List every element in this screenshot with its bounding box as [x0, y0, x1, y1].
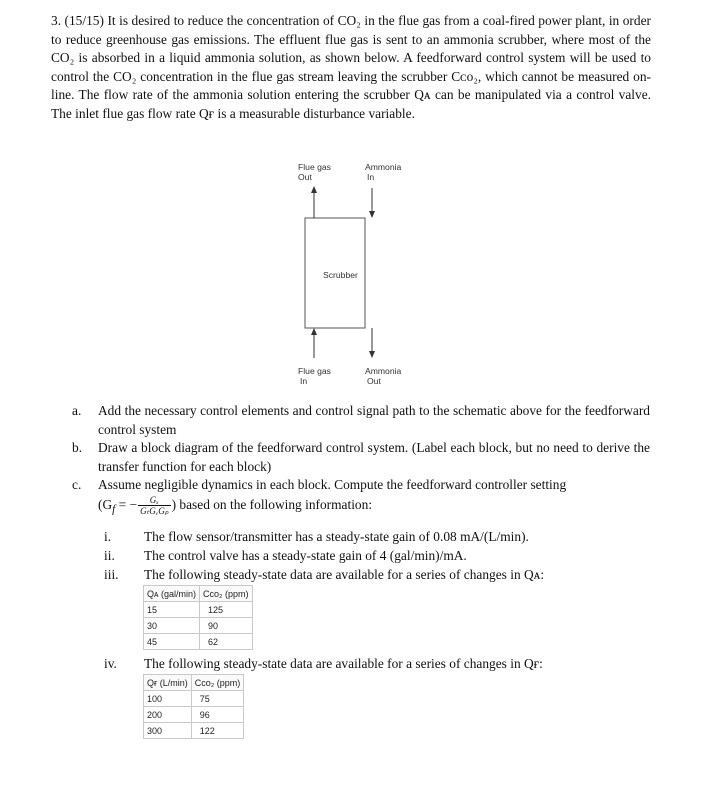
table-cell: 75	[191, 691, 244, 707]
table-row	[144, 691, 244, 707]
table-row	[144, 618, 253, 634]
subitem-ii-marker: ii.	[104, 548, 115, 563]
item-c	[72, 476, 650, 518]
table-cell: 90	[199, 618, 252, 634]
item-c-text	[98, 476, 650, 518]
column-header-cco2: Cᴄᴏ₂ (ppm)	[199, 586, 252, 602]
table-qa	[143, 585, 253, 650]
question-list	[72, 402, 650, 519]
ammonia-in-label	[365, 162, 401, 182]
subitem-iii-marker: iii.	[104, 567, 119, 582]
formula-lhs: (G	[98, 496, 113, 512]
subitem-ii-text: The control valve has a steady-state gain of 4 (gal/min)/mA.	[144, 548, 467, 563]
subitem-iii	[104, 566, 650, 584]
flue-gas-out-label-line1: Flue gas	[298, 162, 331, 172]
flue-gas-out-label	[298, 162, 331, 182]
table-row	[144, 602, 253, 618]
formula-equals: = −	[115, 496, 138, 512]
formula-denominator: GₜGᵥGₚ	[140, 505, 169, 516]
table-cell: 45	[144, 634, 200, 650]
problem-statement: 3. (15/15) It is desired to reduce the concentration of CO₂ in the flue gas from a coal-fired power plant, in order to reduce greenhouse gas emissions. The effluent flue gas is sent to an ammonia scrubber, where most of the CO₂ is absorbed in a liquid ammonia solution, as shown below. A feedforward control system will be used to control the CO₂ concentration in the flue gas stream leaving the scrubber Cᴄᴏ₂, which cannot be measured on-line. The flow rate of the ammonia solution entering the scrubber Qᴀ can be manipulated via a control valve. The inlet flue gas flow rate Qғ is a measurable disturbance variable.	[51, 13, 651, 121]
table-cell: 100	[144, 691, 192, 707]
scrubber-schematic	[280, 158, 440, 393]
formula-numerator: Gₓ	[138, 495, 171, 506]
table-row	[144, 723, 244, 739]
table-cell: 300	[144, 723, 192, 739]
subitem-i-marker: i.	[104, 529, 112, 544]
subitem-i	[104, 528, 650, 546]
ammonia-in-label-line1: Ammonia	[365, 162, 402, 172]
table-cell: 15	[144, 602, 200, 618]
scrubber-label: Scrubber	[323, 270, 358, 280]
formula-fraction	[138, 495, 171, 516]
flue-gas-in-label-line1: Flue gas	[298, 366, 331, 376]
table-header-row	[144, 586, 253, 602]
subitem-i-text: The flow sensor/transmitter has a steady-state gain of 0.08 mA/(L/min).	[144, 529, 529, 544]
item-b-text: Draw a block diagram of the feedforward control system. (Label each block, but no need to derive the transfer function for each block)	[98, 440, 650, 474]
formula-subscript: f	[112, 503, 116, 516]
item-c-marker: c.	[72, 477, 82, 493]
flue-gas-out-label-line2: Out	[298, 172, 312, 182]
subitem-iii-text: The following steady-state data are available for a series of changes in Qᴀ:	[144, 567, 545, 582]
subitem-iv	[104, 655, 650, 673]
item-a	[72, 402, 650, 439]
item-b	[72, 439, 650, 476]
item-a-marker: a.	[72, 403, 82, 418]
ammonia-out-label	[365, 366, 401, 386]
item-a-text: Add the necessary control elements and control signal path to the schematic above for the feedforward control system	[98, 403, 650, 437]
table-header-row	[144, 675, 244, 691]
flue-gas-out-arrow-icon	[311, 186, 317, 193]
table-cell: 122	[191, 723, 244, 739]
flue-gas-in-label	[298, 366, 331, 386]
table-cell: 62	[199, 634, 252, 650]
item-b-marker: b.	[72, 440, 83, 456]
table-row	[144, 707, 244, 723]
table-qf	[143, 674, 244, 739]
ammonia-in-arrow-icon	[369, 211, 375, 218]
subitem-iv-text: The following steady-state data are available for a series of changes in Qғ:	[144, 656, 543, 671]
ammonia-out-label-line2: Out	[367, 376, 381, 386]
scrubber-diagram	[280, 158, 440, 393]
column-header-qf: Qғ (L/min)	[144, 675, 192, 691]
flue-gas-in-label-line2: In	[300, 376, 308, 386]
ammonia-out-label-line1: Ammonia	[365, 366, 402, 376]
feedforward-formula	[98, 494, 373, 516]
table-cell: 200	[144, 707, 192, 723]
subitem-ii	[104, 547, 650, 565]
flue-gas-in-arrow-icon	[311, 328, 317, 335]
formula-rest: ) based on the following information:	[171, 496, 373, 512]
column-header-cco2: Cᴄᴏ₂ (ppm)	[191, 675, 244, 691]
column-header-qa: Qᴀ (gal/min)	[144, 586, 200, 602]
table-cell: 96	[191, 707, 244, 723]
table-cell: 125	[199, 602, 252, 618]
table-cell: 30	[144, 618, 200, 634]
item-c-text-main: Assume negligible dynamics in each block. Compute the feedforward controller setting	[98, 477, 567, 493]
table-row	[144, 634, 253, 650]
subitem-iv-marker: iv.	[104, 656, 117, 671]
ammonia-in-label-line2: In	[367, 172, 375, 182]
ammonia-out-arrow-icon	[369, 351, 375, 358]
